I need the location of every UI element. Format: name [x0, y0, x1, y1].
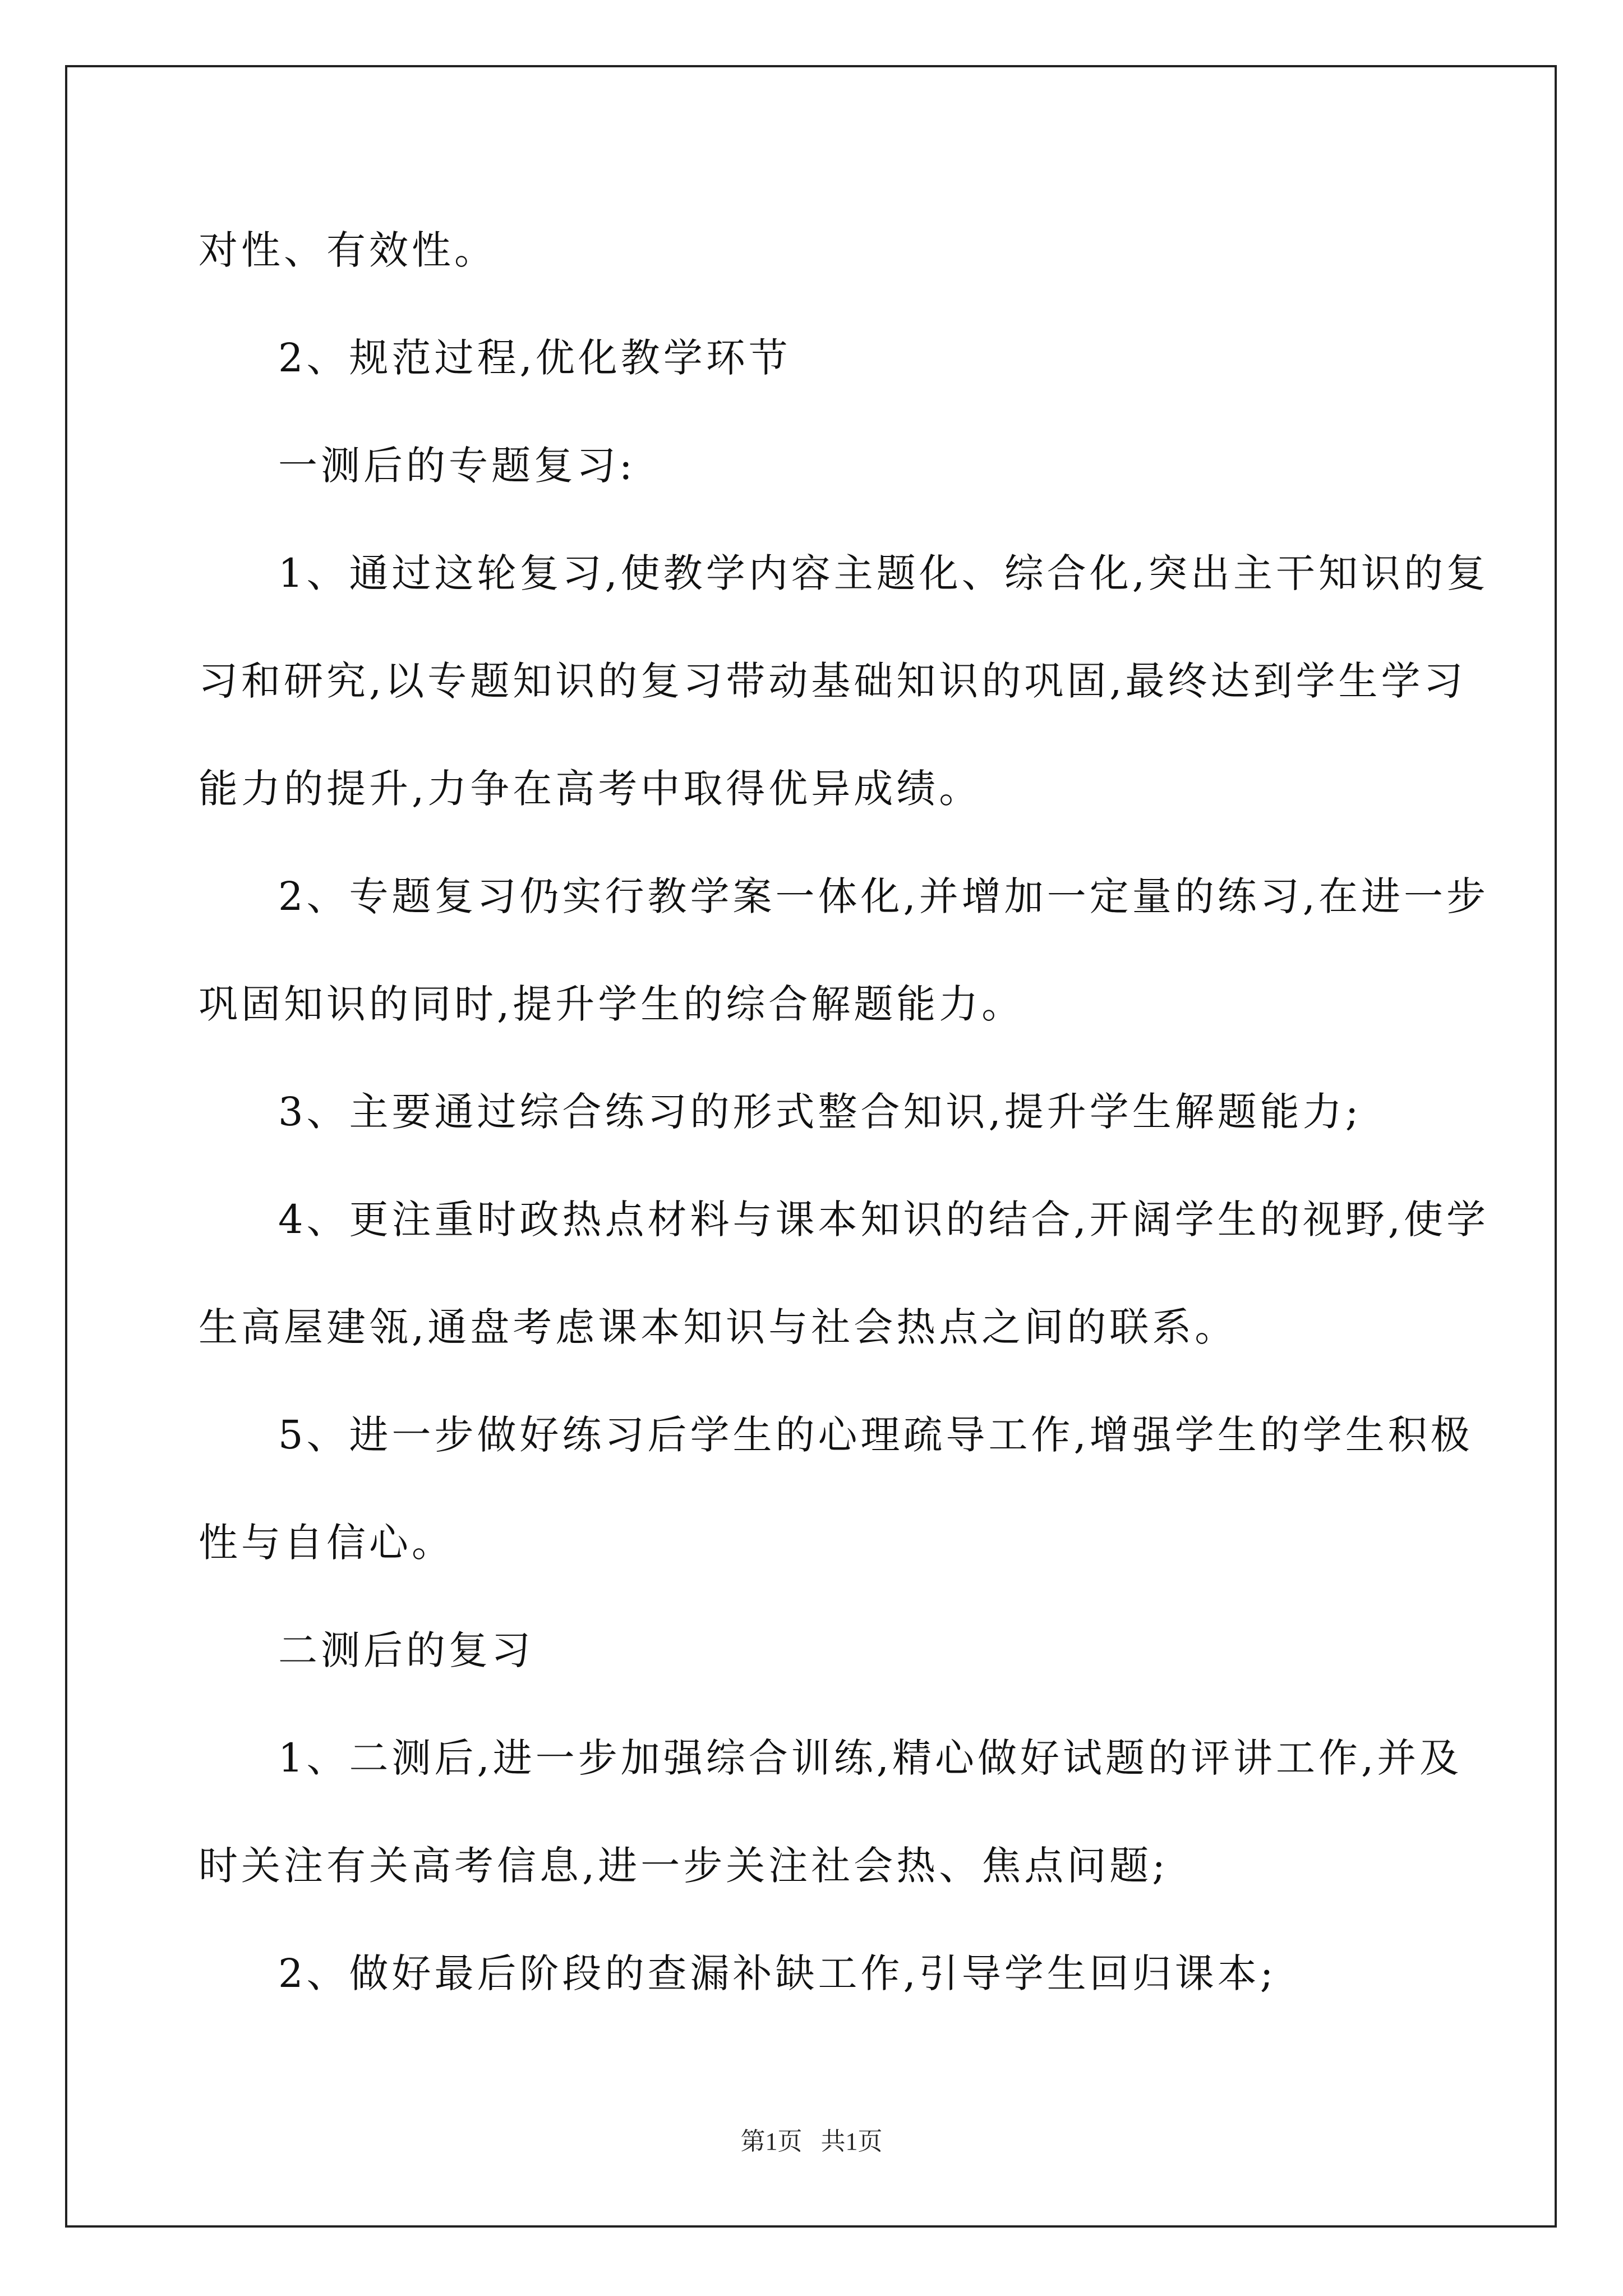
page-border [65, 65, 1557, 2228]
section-heading: 2、规范过程,优化教学环节 [278, 335, 791, 381]
text-line: 能力的提升,力争在高考中取得优异成绩。 [199, 766, 982, 812]
text-line: 对性、有效性。 [199, 227, 497, 273]
text-line: 5、进一步做好练习后学生的心理疏导工作,增强学生的学生积极 [278, 1412, 1473, 1458]
text-line: 巩固知识的同时,提升学生的综合解题能力。 [199, 981, 1025, 1027]
text-line: 生高屋建瓴,通盘考虑课本知识与社会热点之间的联系。 [199, 1304, 1238, 1350]
section-heading: 二测后的复习 [278, 1627, 534, 1673]
text-line: 3、主要通过综合练习的形式整合知识,提升学生解题能力; [278, 1089, 1362, 1135]
section-heading: 一测后的专题复习: [278, 443, 636, 489]
text-line: 2、做好最后阶段的查漏补缺工作,引导学生回归课本; [278, 1950, 1277, 1996]
text-line: 性与自信心。 [199, 1520, 454, 1566]
page-number-footer: 第1页 共1页 [740, 2128, 883, 2155]
text-line: 4、更注重时政热点材料与课本知识的结合,开阔学生的视野,使学 [278, 1197, 1490, 1243]
text-line: 习和研究,以专题知识的复习带动基础知识的巩固,最终达到学生学习 [199, 658, 1467, 704]
text-line: 1、二测后,进一步加强综合训练,精心做好试题的评讲工作,并及 [278, 1735, 1463, 1781]
text-line: 1、通过这轮复习,使教学内容主题化、综合化,突出主干知识的复 [278, 550, 1490, 596]
text-line: 时关注有关高考信息,进一步关注社会热、焦点问题; [199, 1843, 1169, 1889]
text-line: 2、专题复习仍实行教学案一体化,并增加一定量的练习,在进一步 [278, 873, 1490, 919]
